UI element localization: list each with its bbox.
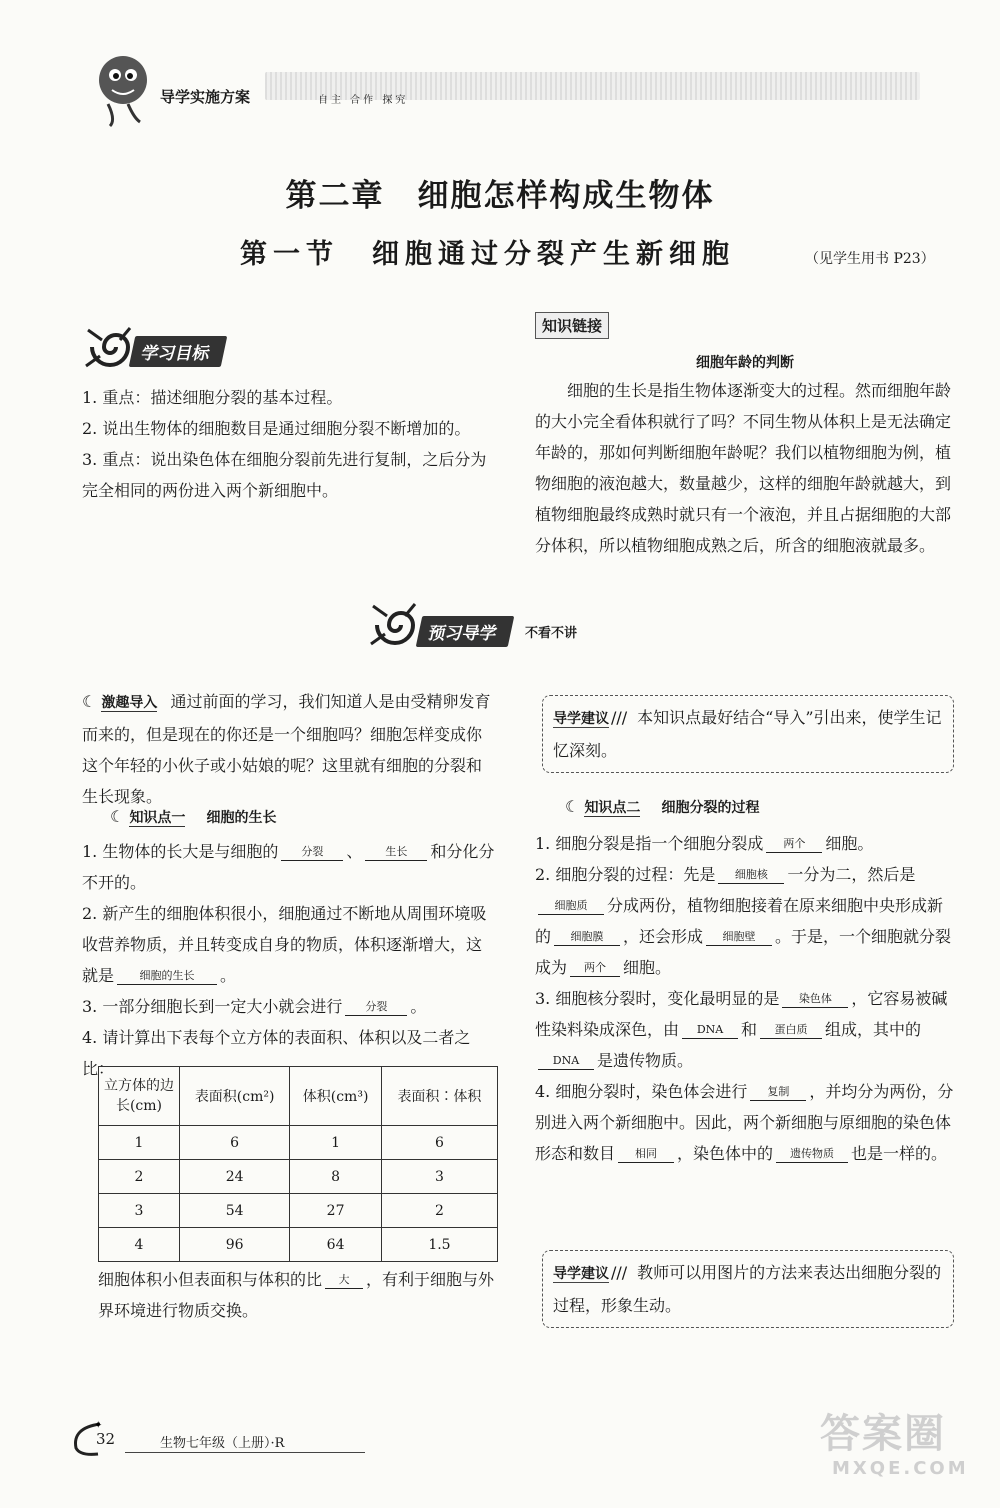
knowledge-link-title: 细胞年龄的判断 <box>696 355 794 371</box>
kp1-conclusion <box>98 1264 498 1326</box>
kp1-q3 <box>82 991 497 1022</box>
knowledge-link-heading <box>535 312 609 339</box>
answer-blank: 细胞核 <box>718 867 784 884</box>
knowledge-link-label: 知识链接 <box>535 312 609 339</box>
answer-blank: 蛋白质 <box>760 1022 822 1039</box>
knowledge-link-body: 细胞的生长是指生物体逐渐变大的过程。然而细胞年龄的大小完全看体积就行了吗？不同生物从体积上是无法确定年龄的，那如何判断细胞年龄呢？我们以植物细胞为例，植物细胞的液泡越大，数量越少，这样的细胞年龄就越大，到植物细胞最终成熟时就只有一个液泡，并且占据细胞的大部分体积，所以植物细胞成熟之后，所含的细胞液就最多。 <box>535 381 952 555</box>
crescent-icon: ☾ <box>110 807 125 826</box>
objectives-list <box>82 382 497 506</box>
table-cell: 24 <box>180 1160 290 1194</box>
kp1-title: 细胞的生长 <box>206 810 277 826</box>
table-header-cell: 体积(cm³) <box>290 1067 382 1126</box>
table-cell: 6 <box>381 1126 497 1160</box>
q-text: 细胞。 <box>623 958 672 977</box>
table-header-cell: 表面积∶体积 <box>381 1067 497 1126</box>
section-title: 第一节 细胞通过分裂产生新细胞 <box>240 239 735 270</box>
table-cell: 96 <box>180 1228 290 1262</box>
kp2-q3 <box>535 983 955 1076</box>
objective-item: 2. 说出生物体的细胞数目是通过细胞分裂不断增加的。 <box>82 419 471 438</box>
answer-blank: 分裂 <box>281 844 343 861</box>
answer-blank: 细胞壁 <box>706 929 772 946</box>
q-text: 组成，其中的 <box>825 1020 922 1039</box>
header-subtitle: 自主 合作 探究 <box>318 95 409 106</box>
q-text: 分成两份，植物细胞接着在原来细胞中央形成新的 <box>535 896 944 946</box>
tip-body: 本知识点最好结合“导入”引出来，使学生记忆深刻。 <box>553 708 942 760</box>
q-text: 和 <box>741 1020 758 1039</box>
teaching-tip-1 <box>542 695 954 773</box>
hatch-icon: /// <box>611 1263 628 1282</box>
table-row <box>99 1228 498 1262</box>
kp2-title: 细胞分裂的过程 <box>661 800 760 816</box>
answer-blank: 相同 <box>618 1146 674 1163</box>
kp2-q2 <box>535 859 955 983</box>
table-cell: 2 <box>381 1194 497 1228</box>
q-text: ，染色体中的 <box>677 1144 774 1163</box>
answer-blank: 细胞膜 <box>554 929 620 946</box>
table-header-row <box>99 1067 498 1126</box>
answer-blank: 两个 <box>766 836 822 853</box>
intro-body: 通过前面的学习，我们知道人是由受精卵发育而来的，但是现在的你还是一个细胞吗？细胞怎样变成你这个年轻的小伙子或小姑娘的呢？这里就有细胞的分裂和生长现象。 <box>82 692 491 806</box>
answer-blank: 复制 <box>750 1084 806 1101</box>
q-text: 1. 细胞分裂是指一个细胞分裂成 <box>535 834 764 853</box>
svg-text:✦: ✦ <box>94 1420 103 1431</box>
q-text: 细胞体积小但表面积与体积的比 <box>98 1270 323 1289</box>
kp1-q4: 4. 请计算出下表每个立方体的表面积、体积以及二者之比： <box>82 1028 471 1078</box>
q-text: 2. 细胞分裂的过程：先是 <box>535 865 716 884</box>
table-row <box>99 1194 498 1228</box>
objective-item: 1. 重点：描述细胞分裂的基本过程。 <box>82 388 343 407</box>
answer-blank: 大 <box>325 1272 363 1289</box>
table-cell: 1.5 <box>381 1228 497 1262</box>
q-text: ，并均分为两份，分别进入两个新细胞中。因此，两个新细胞与原细胞的染色体形态和数目 <box>535 1082 954 1163</box>
q-text: ，有利于细胞与外界环境进行物质交换。 <box>98 1270 495 1320</box>
crescent-icon: ☾ <box>82 692 97 711</box>
mascot-icon <box>88 48 158 128</box>
crescent-icon: ☾ <box>565 797 580 816</box>
q-text: 。于是，一个细胞就分裂成为 <box>535 927 952 977</box>
watermark-url: MXQE.COM <box>832 1458 969 1479</box>
answer-blank: 分裂 <box>345 999 407 1016</box>
q-text: 也是一样的。 <box>851 1144 948 1163</box>
objectives-label: 学习目标 <box>129 336 228 367</box>
answer-blank: 生长 <box>365 844 427 861</box>
tip-body: 教师可以用图片的方法来表达出细胞分裂的过程，形象生动。 <box>553 1263 942 1315</box>
answer-blank: 遗传物质 <box>776 1146 848 1163</box>
intro-block <box>82 686 497 812</box>
watermark-logo: 答案圈 <box>820 1411 946 1457</box>
answer-blank: DNA <box>538 1053 594 1070</box>
kp1-label: 知识点一 <box>129 810 186 826</box>
tip-label: 导学建议 <box>553 1266 609 1282</box>
objective-item: 3. 重点：说出染色体在细胞分裂前先进行复制，之后分为完全相同的两份进入两个新细胞中。 <box>82 450 487 500</box>
table-cell: 1 <box>99 1126 180 1160</box>
table-cell: 1 <box>290 1126 382 1160</box>
teaching-tip-2 <box>542 1250 954 1328</box>
table-cell: 8 <box>290 1160 382 1194</box>
objectives-heading <box>80 322 300 372</box>
q-text: 3. 细胞核分裂时，变化最明显的是 <box>535 989 780 1008</box>
q-text: 2. 新产生的细胞体积很小，细胞通过不断地从周围环境吸收营养物质，并且转变成自身的物质，体积逐渐增大，这就是 <box>82 904 487 985</box>
table-cell: 3 <box>381 1160 497 1194</box>
preview-hint: 不看不讲 <box>525 626 578 641</box>
table-cell: 6 <box>180 1126 290 1160</box>
preview-heading <box>365 598 665 652</box>
kp1-q2 <box>82 898 497 991</box>
answer-blank: DNA <box>682 1022 738 1039</box>
q-text: 和分化分不开的。 <box>82 842 495 892</box>
footer-rule <box>125 1452 365 1453</box>
page-number: 32 <box>96 1430 116 1448</box>
header-title: 导学实施方案 <box>160 88 251 106</box>
q-text: ，还会形成 <box>623 927 704 946</box>
q-text: 4. 细胞分裂时，染色体会进行 <box>535 1082 748 1101</box>
chapter-title: 第二章 细胞怎样构成生物体 <box>285 178 715 214</box>
table-cell: 2 <box>99 1160 180 1194</box>
q-text: 细胞。 <box>825 834 874 853</box>
preview-badge <box>419 616 577 647</box>
preview-label: 预习导学 <box>416 616 515 647</box>
table-header-cell: 表面积(cm²) <box>180 1067 290 1126</box>
q-text: ，它容易被碱性染料染成深色，由 <box>535 989 948 1039</box>
answer-blank: 细胞质 <box>538 898 604 915</box>
table-cell: 54 <box>180 1194 290 1228</box>
kp2-q4 <box>535 1076 955 1169</box>
q-text: 1. 生物体的长大是与细胞的 <box>82 842 279 861</box>
table-cell: 64 <box>290 1228 382 1262</box>
q-text: 、 <box>346 842 363 861</box>
kp1-heading <box>110 807 277 827</box>
q-text: 是遗传物质。 <box>597 1051 694 1070</box>
answer-blank: 细胞的生长 <box>117 968 217 985</box>
objectives-badge <box>132 336 224 367</box>
q-text: 。 <box>220 966 237 985</box>
answer-blank: 染色体 <box>782 991 848 1008</box>
kp2-questions <box>535 828 955 1169</box>
kp2-heading <box>565 797 760 817</box>
q-text: 一分为二，然后是 <box>787 865 916 884</box>
book-reference: （见学生用书 P23） <box>805 251 935 267</box>
book-name: 生物七年级（上册）·R <box>160 1436 285 1451</box>
table-row <box>99 1160 498 1194</box>
q-text: 。 <box>410 997 427 1016</box>
tip-label: 导学建议 <box>553 711 609 727</box>
kp1-q1 <box>82 836 497 898</box>
table-header-cell: 立方体的边长(cm) <box>99 1067 180 1126</box>
kp1-questions <box>82 836 497 1084</box>
hatch-icon: /// <box>611 708 628 727</box>
table-cell: 4 <box>99 1228 180 1262</box>
answer-blank: 两个 <box>570 960 620 977</box>
table-cell: 27 <box>290 1194 382 1228</box>
table-cell: 3 <box>99 1194 180 1228</box>
q-text: 3. 一部分细胞长到一定大小就会进行 <box>82 997 343 1016</box>
intro-label: 激趣导入 <box>101 695 158 711</box>
table-row <box>99 1126 498 1160</box>
kp2-label: 知识点二 <box>584 800 641 816</box>
cube-table <box>98 1066 498 1262</box>
kp2-q1 <box>535 828 955 859</box>
